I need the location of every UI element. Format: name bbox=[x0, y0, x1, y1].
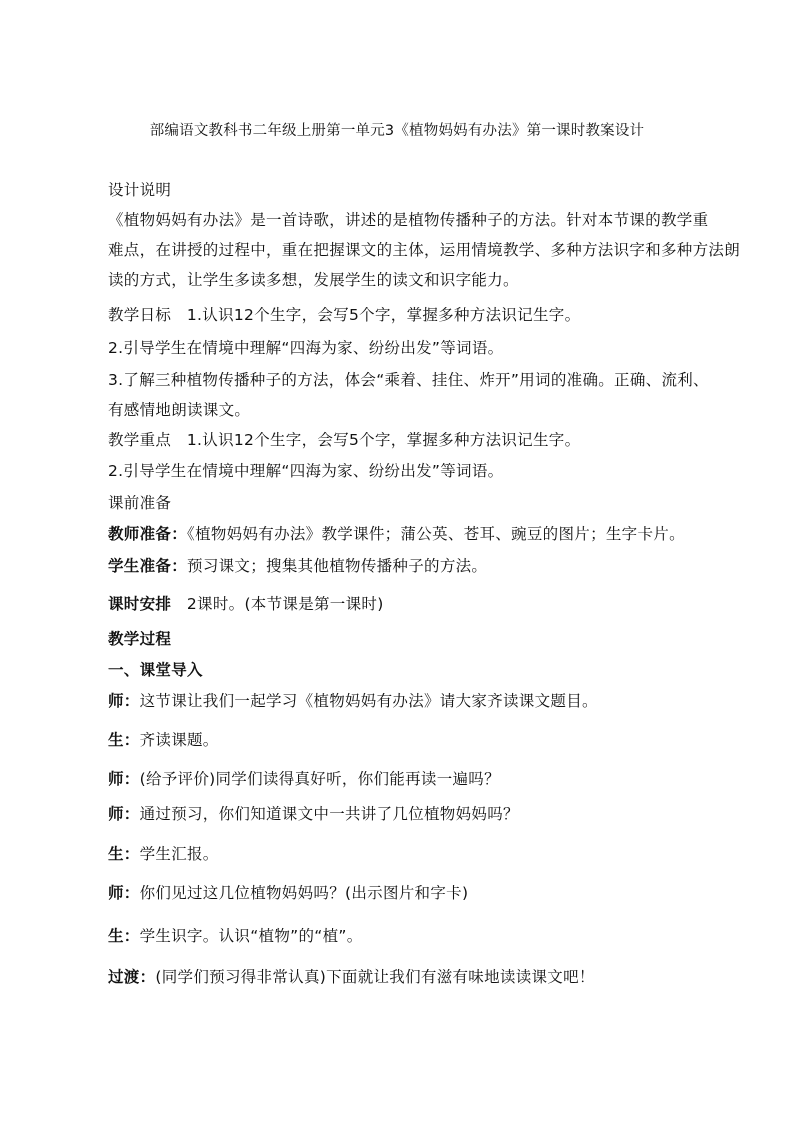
dialogue-line bbox=[108, 967, 595, 987]
dialogue-speaker: 生： bbox=[108, 731, 140, 749]
design-paragraph-line-3: 读的方式，让学生多读多想，发展学生的读文和识字能力。 bbox=[108, 271, 519, 289]
dialogue-speaker: 师： bbox=[108, 884, 140, 902]
dialogue-line bbox=[108, 769, 500, 789]
teaching-goals-item-3-line-2: 有感情地朗读课文。 bbox=[108, 401, 251, 419]
dialogue-speaker: 师： bbox=[108, 770, 140, 788]
dialogue-line bbox=[108, 883, 468, 903]
schedule-row bbox=[108, 594, 384, 614]
teaching-goals-label: 教学日标 bbox=[108, 306, 172, 324]
dialogue-text: 齐读课题。 bbox=[139, 731, 219, 749]
student-prep-label: 学生准备： bbox=[108, 557, 188, 575]
dialogue-text: (同学们预习得非常认真)下面就让我们有滋有味地读读课文吧！ bbox=[155, 968, 595, 986]
dialogue-line bbox=[108, 804, 519, 824]
dialogue-text: 学生识字。认识“植物”的“植”。 bbox=[139, 927, 363, 945]
teaching-key-points-item-2: 2.引导学生在情境中理解“四海为家、纷纷出发”等词语。 bbox=[108, 462, 504, 480]
student-prep-text: 预习课文；搜集其他植物传播种子的方法。 bbox=[187, 557, 488, 575]
dialogue-speaker: 生： bbox=[108, 845, 140, 863]
teaching-key-points-row bbox=[108, 430, 580, 450]
teacher-prep-row bbox=[108, 524, 685, 544]
teaching-goals-item-2: 2.引导学生在情境中理解“四海为家、纷纷出发”等词语。 bbox=[108, 339, 504, 357]
dialogue-speaker: 师： bbox=[108, 692, 140, 710]
teacher-prep-text: 《植物妈妈有办法》教学课件；蒲公英、苍耳、豌豆的图片；生字卡片。 bbox=[187, 525, 685, 543]
dialogue-speaker: 师： bbox=[108, 805, 140, 823]
process-heading: 教学过程 bbox=[108, 630, 172, 648]
page-title: 部编语文教科书二年级上册第一单元3《植物妈妈有办法》第一课时教案设计 bbox=[149, 123, 645, 139]
section-1-heading: 一、课堂导入 bbox=[108, 661, 203, 679]
design-paragraph-line-2: 难点，在讲授的过程中，重在把握课文的主体，运用情境教学、多种方法识字和多种方法朗 bbox=[108, 241, 741, 259]
dialogue-speaker: 生： bbox=[108, 927, 140, 945]
student-prep-row bbox=[108, 556, 487, 576]
dialogue-line bbox=[108, 926, 363, 946]
dialogue-text: 你们见过这几位植物妈妈吗？(出示图片和字卡) bbox=[139, 884, 469, 902]
design-heading: 设计说明 bbox=[108, 181, 172, 199]
prep-heading: 课前准备 bbox=[108, 494, 172, 512]
teaching-goals-item-3-line-1: 3.了解三种植物传播种子的方法，体会“乘着、挂住、炸开”用词的准确。正确、流利、 bbox=[108, 371, 709, 389]
teaching-key-points-item-1: 1.认识12个生字，会写5个字，掌握多种方法识记生字。 bbox=[186, 431, 581, 449]
dialogue-text: 这节课让我们一起学习《植物妈妈有办法》请大家齐读课文题目。 bbox=[139, 692, 598, 710]
dialogue-text: 通过预习，你们知道课文中一共讲了几位植物妈妈吗？ bbox=[139, 805, 519, 823]
dialogue-line bbox=[108, 730, 219, 750]
dialogue-text: 学生汇报。 bbox=[139, 845, 219, 863]
schedule-label: 课时安排 bbox=[108, 595, 172, 613]
teaching-key-points-label: 教学重点 bbox=[108, 431, 172, 449]
teaching-goals-item-1: 1.认识12个生字，会写5个字，掌握多种方法识记生字。 bbox=[186, 306, 581, 324]
dialogue-line bbox=[108, 844, 219, 864]
teacher-prep-label: 教师准备： bbox=[108, 525, 188, 543]
teaching-goals-row bbox=[108, 305, 580, 325]
dialogue-speaker: 过渡： bbox=[108, 968, 156, 986]
dialogue-text: (给予评价)同学们读得真好听，你们能再读一遍吗？ bbox=[139, 770, 500, 788]
dialogue-line bbox=[108, 691, 598, 711]
design-paragraph-line-1: 《植物妈妈有办法》是一首诗歌，讲述的是植物传播种子的方法。针对本节课的教学重 bbox=[108, 211, 709, 229]
schedule-text: 2课时。(本节课是第一课时) bbox=[186, 595, 384, 613]
